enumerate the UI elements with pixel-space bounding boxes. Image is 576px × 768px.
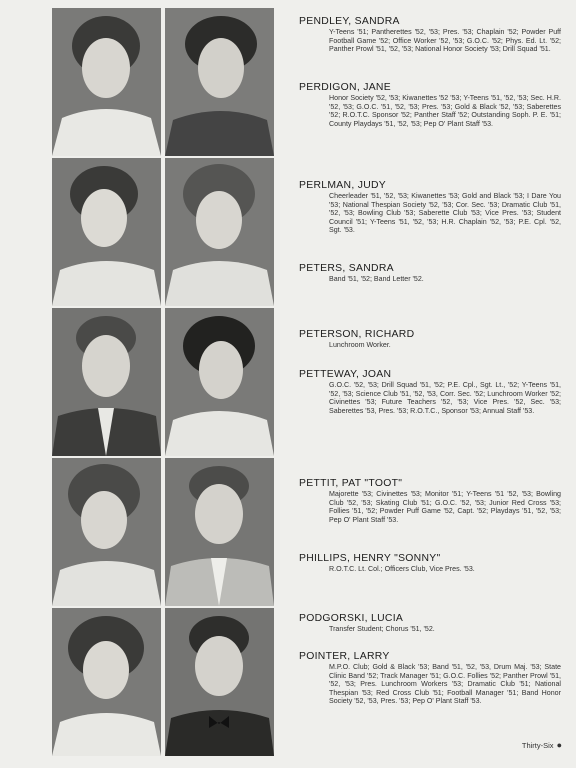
- student-activities: M.P.O. Club; Gold & Black '53; Band '51, '52, '53, Drum Maj. '53; State Clinic Band '52; Track Manager '51; G.O.C. Follies '52; Panther Prowl '51, '52, '53; Pres. Lunchroom Workers '53; Dramatic Club '51; National Thespian '53; Red Cross Club '51; Football Manager '51; Band Honor Society '52, '53, Pres. '53; Pep O' Plant Staff '53.: [329, 663, 561, 706]
- entry-podgorski-lucia: [299, 613, 561, 634]
- student-name: PETERSON, RICHARD: [299, 329, 415, 340]
- entry-pendley-sandra: [299, 16, 561, 54]
- student-name: POINTER, LARRY: [299, 651, 390, 662]
- entry-petteway-joan: [299, 369, 561, 415]
- portrait-column: [52, 8, 274, 756]
- student-name: PHILLIPS, HENRY "SONNY": [299, 553, 441, 564]
- portrait-pendley-sandra: [52, 8, 161, 156]
- student-activities: Cheerleader '51, '52, '53; Kiwanettes '53; Gold and Black '53; I Dare You '53; National Thespian Society '52, '53; Cor. Sec. '53; Dramatic Club '51, '52, '53; Bowling Club '53; Saberette Club '53; Vice Pres. '53; Student Council '51; Y-Teens '51, '52, '53; H.R. Chaplain '52, '53; P.E. Cpl. '52, Sgt. '53.: [329, 192, 561, 235]
- entry-pettit-pat: [299, 478, 561, 524]
- student-activities: Majorette '53; Civinettes '53; Monitor '51; Y-Teens '51 '52, '53; Bowling Club '52, '53; Skating Club '51; G.O.C. '52, '53; Junior Red Cross '53; Follies '51, '52; Powder Puff Game '52, Capt. '52; Playdays '51, '52, '53; Pep O' Plant Staff '53.: [329, 490, 561, 524]
- entry-peters-sandra: [299, 263, 561, 284]
- student-name: PENDLEY, SANDRA: [299, 16, 400, 27]
- portrait-petteway-joan: [165, 308, 274, 456]
- portrait-peterson-richard: [52, 308, 161, 456]
- portrait-pettit-pat: [52, 458, 161, 606]
- portrait-podgorski-lucia: [52, 608, 161, 756]
- entry-phillips-henry: [299, 553, 561, 574]
- student-activities: Lunchroom Worker.: [329, 341, 391, 349]
- entry-peterson-richard: [299, 329, 561, 350]
- student-name: PETTIT, PAT "TOOT": [299, 478, 403, 489]
- portrait-phillips-henry: [165, 458, 274, 606]
- portrait-perdigon-jane: [165, 8, 274, 156]
- student-name: PODGORSKI, LUCIA: [299, 613, 404, 624]
- entry-perdigon-jane: [299, 82, 561, 128]
- page-number: [522, 740, 562, 750]
- student-activities: Honor Society '52, '53; Kiwanettes '52 '53; Y-Teens '51, '52, '53; Sec. H.R. '52, '53; G.O.C. '51, '52, '53; Pres. '53; Gold & Black '52, '53; Saberettes '52; R.O.T.C. Sponsor '52; Panther Staff '52; Outstanding Soph. P. E. '51; County Playdays '51, '52, '53; Pep O' Plant Staff '53.: [329, 94, 561, 128]
- student-activities: Y-Teens '51; Pantherettes '52, '53; Pres. '53; Chaplain '52; Powder Puff Football Game '52; Office Worker '52, '53; G.O.C. '52; Phys. Ed. Lt. '52; Panther Prowl '51, '52, '53; National Honor Society '53; Drill Squad '51.: [329, 28, 561, 54]
- student-name: PETTEWAY, JOAN: [299, 369, 392, 380]
- page-number-label: Thirty-Six: [521, 741, 554, 750]
- entry-perlman-judy: [299, 180, 561, 235]
- bullet-icon: ●: [556, 740, 562, 750]
- student-activities: G.O.C. '52, '53; Drill Squad '51, '52; P.E. Cpl., Sgt. Lt., '52; Y-Teens '51, '52, '53; Science Club '51, '52, '53, Corr. Sec. '52; Lunchroom Worker '52; Civinettes '53; Future Teachers '52, '53; Vice Pres. '52, Sec. '53; Saberettes '53, Pres. '53; R.O.T.C., Sponsor '53; Annual Staff '53.: [329, 381, 561, 415]
- student-activities: Transfer Student; Chorus '51, '52.: [329, 625, 435, 633]
- student-activities: Band '51, '52; Band Letter '52.: [329, 275, 424, 283]
- entry-pointer-larry: [299, 651, 561, 706]
- student-name: PERDIGON, JANE: [299, 82, 391, 93]
- student-activities: R.O.T.C. Lt. Col.; Officers Club, Vice Pres. '53.: [329, 565, 475, 573]
- portrait-perlman-judy: [52, 158, 161, 306]
- portrait-pointer-larry: [165, 608, 274, 756]
- student-name: PETERS, SANDRA: [299, 263, 394, 274]
- portrait-peters-sandra: [165, 158, 274, 306]
- student-name: PERLMAN, JUDY: [299, 180, 387, 191]
